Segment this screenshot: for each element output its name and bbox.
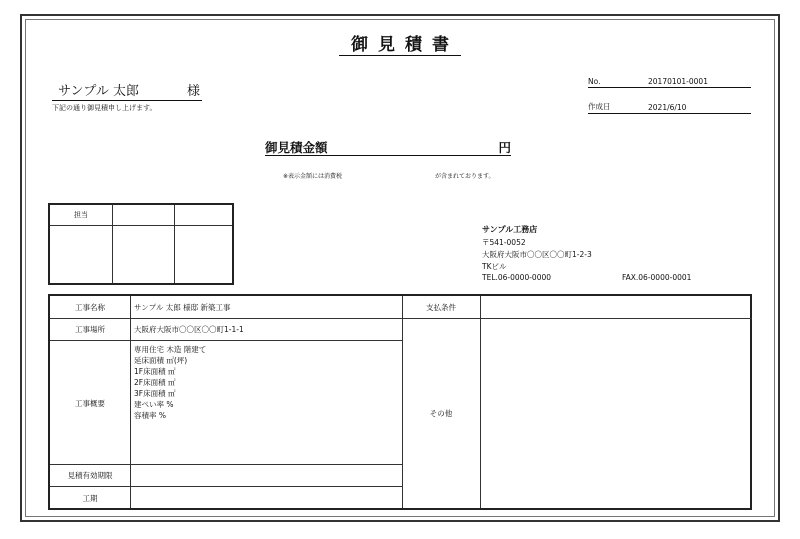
company-address: 大阪府大阪市〇〇区〇〇町1-2-3	[482, 250, 592, 259]
table-divider	[402, 318, 752, 319]
intro-text: 下記の通り御見積申し上げます。	[52, 104, 157, 112]
payment-terms-label: 支払条件	[426, 303, 456, 312]
company-postal: 〒541-0052	[482, 238, 526, 247]
summary-line: 2F床面積 ㎡	[134, 378, 176, 387]
stamp-divider	[50, 225, 232, 226]
amount-unit: 円	[498, 140, 511, 155]
project-name-value: サンプル 太郎 様邸 新築工事	[134, 303, 231, 312]
project-place-value: 大阪府大阪市〇〇区〇〇町1-1-1	[134, 325, 244, 334]
company-name: サンプル工務店	[482, 225, 538, 234]
estimate-number-row	[588, 76, 751, 88]
table-divider	[480, 296, 481, 508]
amount-label: 御見積金額	[265, 140, 328, 155]
customer-line	[52, 80, 202, 101]
project-name-label: 工事名称	[75, 303, 105, 312]
validity-label: 見積有効期限	[67, 471, 113, 480]
customer-honorific: 様	[186, 84, 200, 99]
other-label: その他	[429, 409, 453, 418]
summary-line: 建ぺい率 %	[134, 400, 174, 409]
tax-note-part1: ※表示金額には消費税	[283, 173, 343, 180]
created-date-label: 作成日	[588, 102, 611, 111]
created-date-value: 2021/6/10	[648, 103, 687, 112]
period-label: 工期	[82, 494, 98, 503]
estimate-number-value: 20170101-0001	[648, 77, 708, 86]
company-building: TKビル	[482, 262, 507, 271]
summary-line: 1F床面積 ㎡	[134, 367, 176, 376]
staff-label: 担当	[74, 211, 88, 219]
table-divider	[130, 296, 131, 508]
stamp-divider	[112, 205, 113, 283]
table-divider	[50, 340, 402, 341]
table-divider	[50, 486, 402, 487]
table-divider	[50, 464, 402, 465]
document-title: 御見積書	[0, 30, 800, 55]
stamp-divider	[174, 205, 175, 283]
summary-line: 専用住宅 木造 階建て	[134, 345, 207, 354]
summary-line: 延床面積 ㎡(坪)	[134, 356, 188, 365]
company-fax: FAX.06-0000-0001	[622, 273, 692, 282]
estimate-number-label: No.	[588, 77, 601, 86]
project-details-table	[48, 294, 752, 510]
customer-name: サンプル 太郎	[58, 84, 139, 99]
created-date-row	[588, 102, 751, 114]
tax-note-part2: が含まれております。	[435, 173, 495, 180]
company-tel: TEL.06-0000-0000	[482, 273, 552, 282]
staff-stamp-box	[48, 203, 234, 285]
project-place-label: 工事場所	[75, 325, 105, 334]
table-divider	[50, 318, 402, 319]
summary-line: 容積率 %	[134, 411, 167, 420]
summary-line: 3F床面積 ㎡	[134, 389, 176, 398]
project-summary-label: 工事概要	[75, 399, 105, 408]
table-divider	[402, 296, 403, 508]
estimate-amount	[265, 137, 511, 156]
